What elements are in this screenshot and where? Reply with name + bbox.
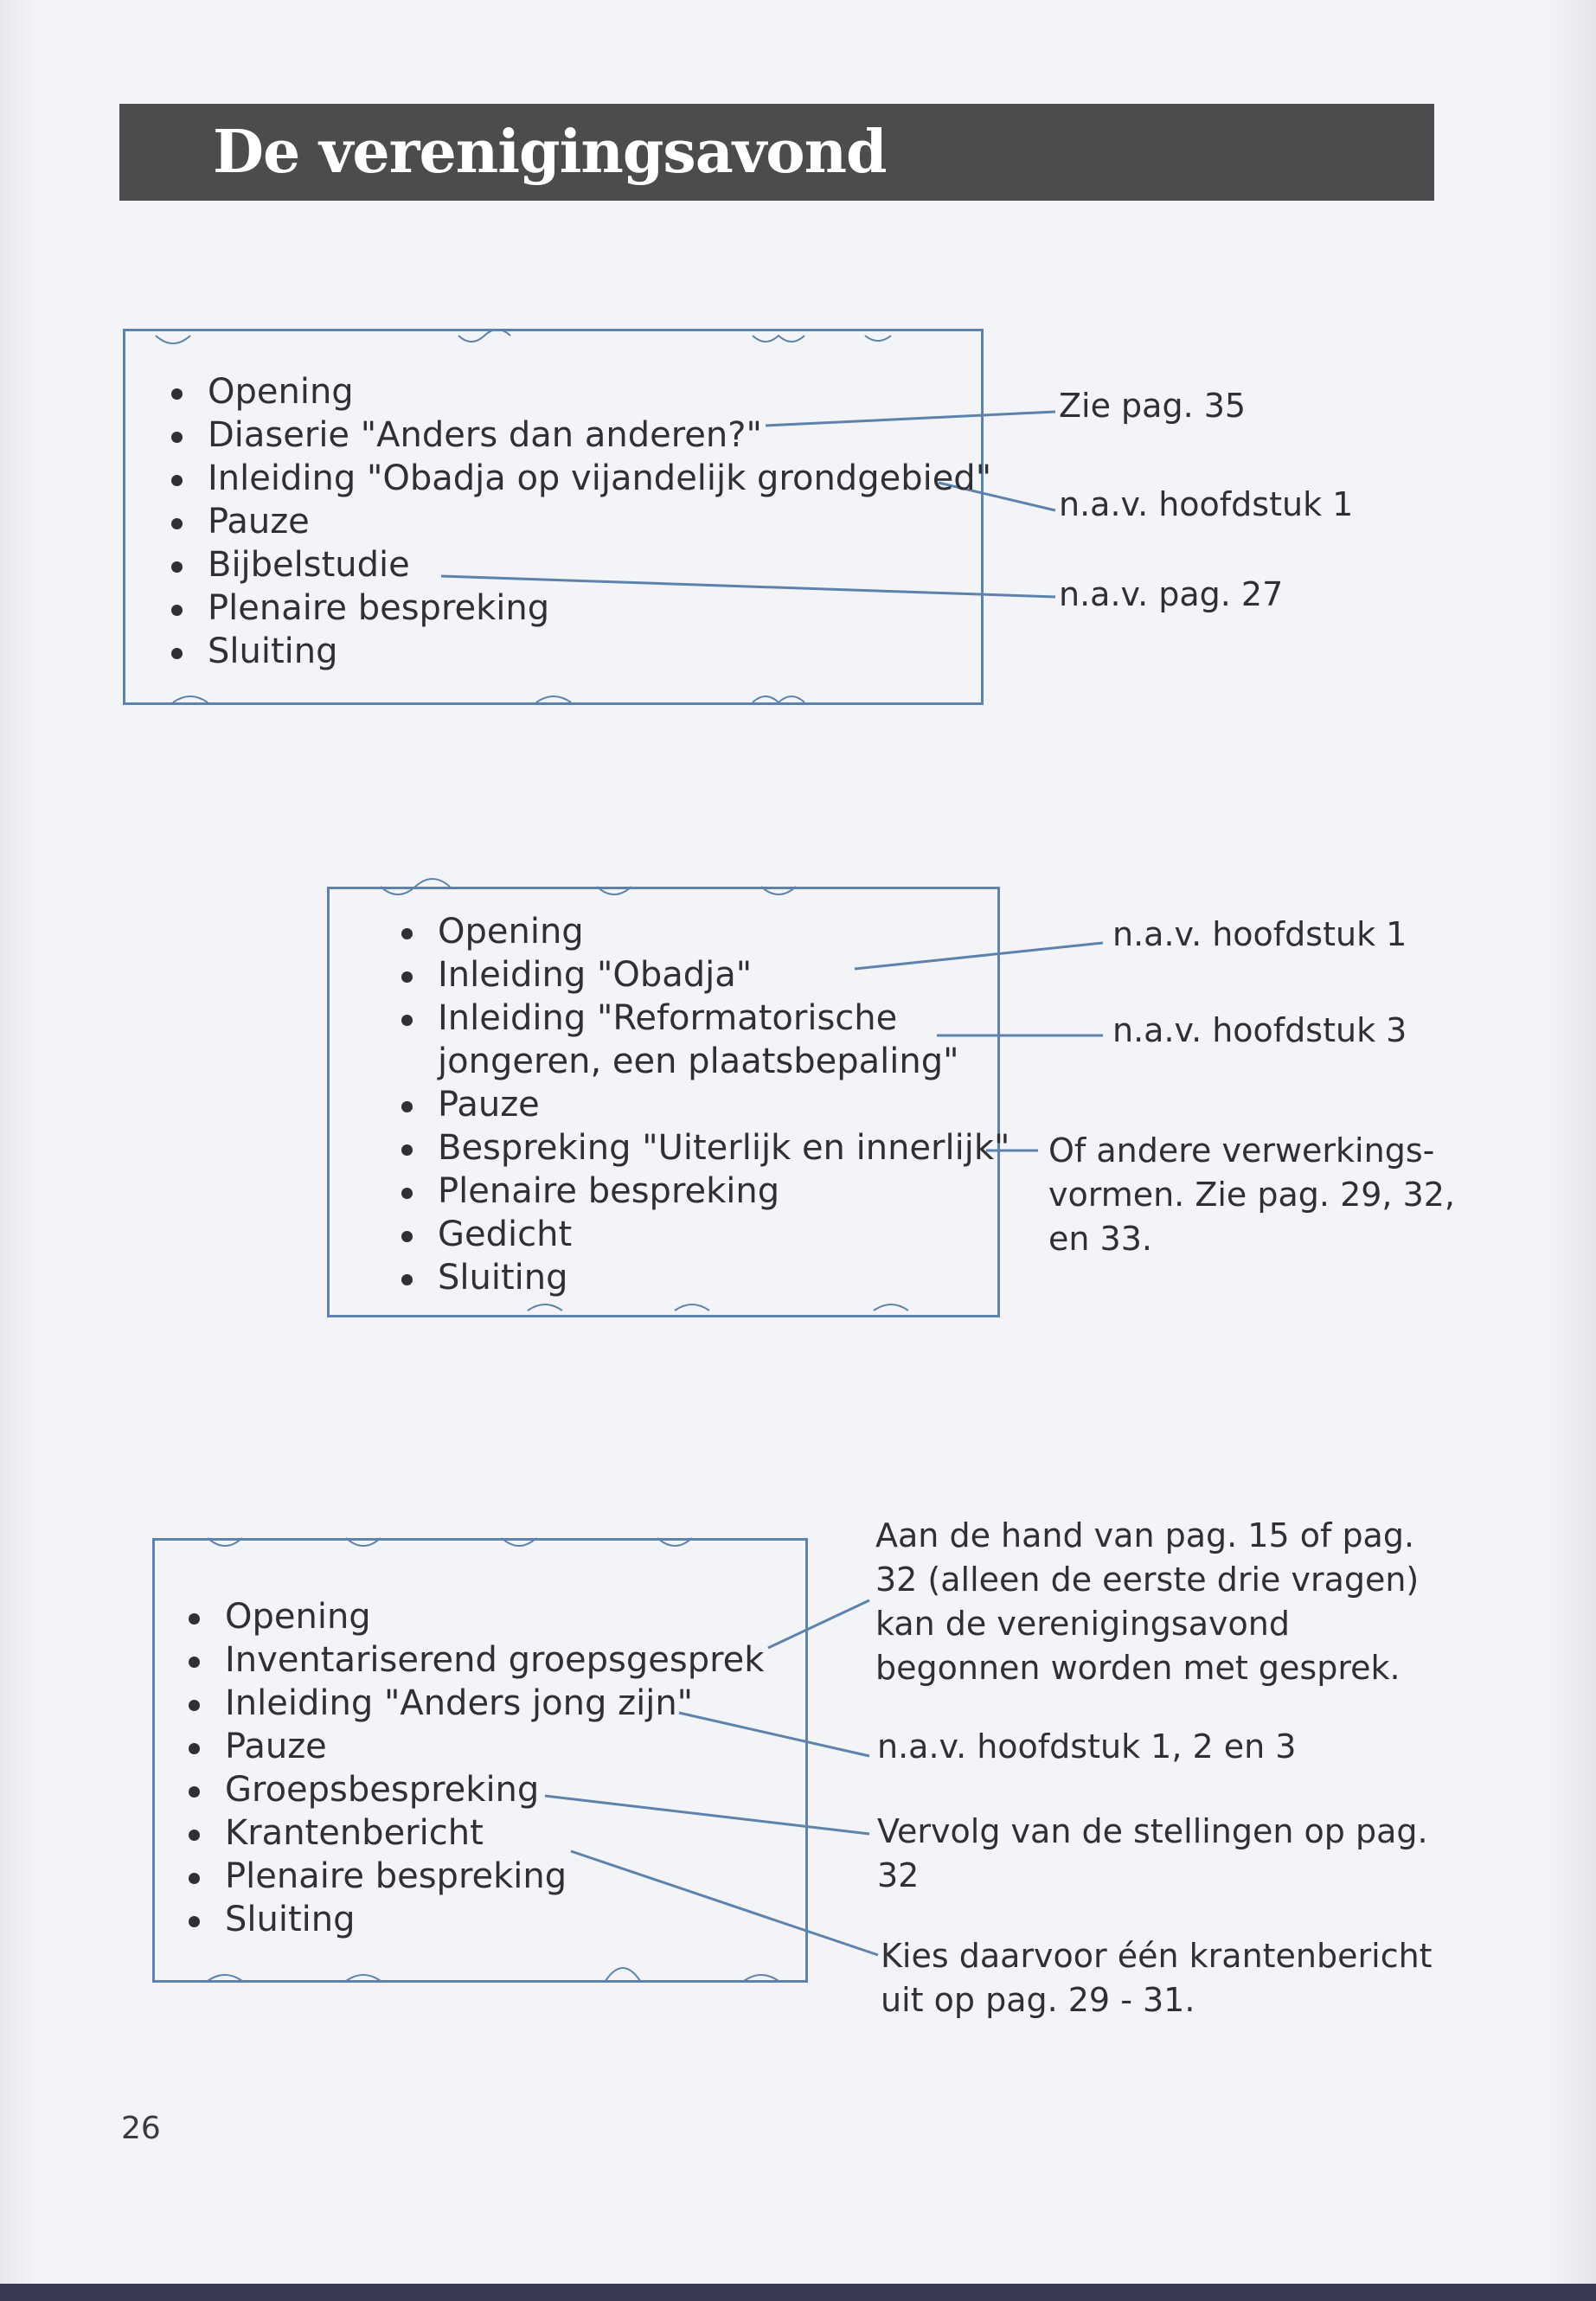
side-note-line: Kies daarvoor één krantenbericht [881, 1937, 1433, 1975]
agenda-item: Diaserie "Anders dan anderen?" [170, 413, 991, 457]
side-note: n.a.v. pag. 27 [1059, 575, 1284, 613]
side-note-line: uit op pag. 29 - 31. [881, 1981, 1195, 2019]
agenda-item: Bespreking "Uiterlijk en innerlijk" [400, 1126, 1010, 1170]
side-note-line: begonnen worden met gesprek. [875, 1649, 1401, 1687]
side-note-line: Vervolg van de stellingen op pag. [877, 1812, 1428, 1850]
agenda-item: Inventariserend groepsgesprek [187, 1638, 764, 1682]
agenda-item: Bijbelstudie [170, 543, 991, 586]
side-note-line: en 33. [1048, 1220, 1152, 1258]
agenda-item: Opening [170, 370, 991, 413]
side-note-block [875, 1514, 1419, 1690]
agenda-item: Inleiding "Anders jong zijn" [187, 1682, 764, 1725]
page-number: 26 [121, 2111, 161, 2146]
side-note-line: Aan de hand van pag. 15 of pag. [875, 1516, 1415, 1554]
agenda-item: Opening [400, 910, 1010, 953]
side-note: n.a.v. hoofdstuk 3 [1112, 1011, 1407, 1049]
agenda-list-3 [187, 1595, 764, 1941]
side-note-line: Of andere verwerkings- [1048, 1131, 1435, 1170]
agenda-item: Pauze [170, 500, 991, 543]
agenda-item: Gedicht [400, 1213, 1010, 1256]
agenda-item: Plenaire bespreking [170, 586, 991, 630]
agenda-item: Pauze [400, 1083, 1010, 1126]
side-note: n.a.v. hoofdstuk 1 [1112, 915, 1407, 953]
agenda-item: Opening [187, 1595, 764, 1638]
side-note-block [1048, 1129, 1455, 1261]
agenda-item: Inleiding "Obadja op vijandelijk grondgebied" [170, 457, 991, 500]
agenda-list-2 [400, 910, 1010, 1299]
agenda-item-continuation: jongeren, een plaatsbepaling" [438, 1042, 959, 1081]
side-note-line: 32 (alleen de eerste drie vragen) [875, 1561, 1420, 1599]
side-note-line: 32 [877, 1856, 920, 1894]
side-note-line: kan de verenigingsavond [875, 1605, 1290, 1643]
side-note-line: vormen. Zie pag. 29, 32, [1048, 1176, 1456, 1214]
agenda-item: Sluiting [400, 1256, 1010, 1299]
page-bottom-edge [0, 2284, 1596, 2301]
agenda-item: Krantenbericht [187, 1811, 764, 1855]
side-note: Zie pag. 35 [1059, 387, 1247, 425]
agenda-list-1 [170, 370, 991, 673]
agenda-item: Plenaire bespreking [187, 1855, 764, 1898]
agenda-item: Sluiting [187, 1898, 764, 1941]
side-note: n.a.v. hoofdstuk 1, 2 en 3 [877, 1727, 1297, 1766]
side-note-block [877, 1810, 1428, 1898]
agenda-item: Inleiding "Obadja" [400, 953, 1010, 997]
agenda-item: Plenaire bespreking [400, 1170, 1010, 1213]
side-note: n.a.v. hoofdstuk 1 [1059, 485, 1354, 523]
side-note-block [881, 1934, 1433, 2022]
page-title: De verenigingsavond [213, 118, 887, 187]
agenda-item: Pauze [187, 1725, 764, 1768]
agenda-item: Sluiting [170, 630, 991, 673]
agenda-item: Groepsbespreking [187, 1768, 764, 1811]
agenda-item: Inleiding "Reformatorische [400, 997, 1010, 1040]
